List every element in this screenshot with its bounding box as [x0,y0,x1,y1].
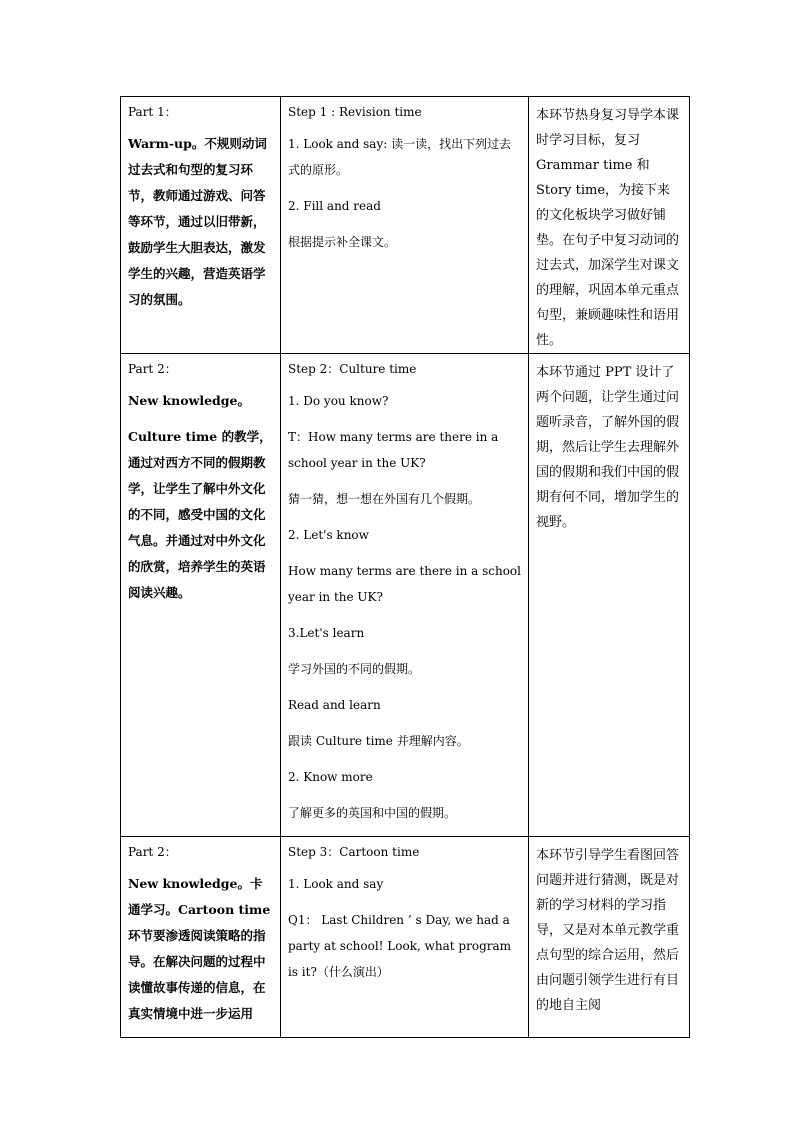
steps-cell [281,354,529,837]
step-line: 2. Fill and read [288,199,381,213]
step-line: 3.Let's learn [288,626,365,640]
note-cell [529,837,690,1038]
design-note: 本环节热身复习导学本课时学习目标，复习 Grammar time 和 Story time，为接下来的文化板块学习做好铺垫。在句子中复习动词的过去式，加深学生对课文的理解，巩固本单元重点句型，兼顾趣味性和语用性。 [536,108,680,348]
part-heading: New knowledge。 [128,876,250,891]
part-label: Part 2： [128,845,177,859]
part-cell [121,837,281,1038]
design-note: 本环节引导学生看图回答问题并进行猜测，既是对新的学习材料的学习指导，又是对本单元教学重点句型的综合运用，然后由问题引领学生进行有目的地自主阅 [536,848,680,1013]
part-description [128,424,274,606]
part-cell [121,97,281,354]
part-description-text: 卡通学习。Cartoon time 环节要渗透阅读策略的指导。在解决问题的过程中读懂故事传递的信息，在真实情境中进一步运用 [128,876,271,1021]
part-description-text: 不规则动词过去式和句型的复习环节，教师通过游戏、问答等环节，通过以旧带新，鼓励学生大胆表达，激发学生的兴趣，营造英语学习的氛围。 [128,136,267,307]
part-description-text: 的教学，通过对西方不同的假期教学，让学生了解中外文化的不同，感受中国的文化气息。并通过对中外文化的欣赏，培养学生的英语阅读兴趣。 [128,429,272,600]
steps-cell [281,97,529,354]
step-line: 2. Know more [288,770,373,784]
design-note: 本环节通过 PPT 设计了两个问题，让学生通过问题听录音，了解外国的假期，然后让学生去理解外国的假期和我们中国的假期有何不同，增加学生的视野。 [536,365,680,530]
step-line: How many terms are there in a school year in the UK? [288,564,521,604]
step-title: Step 3：Cartoon time [288,845,420,859]
step-line: 1. Do you know? [288,394,389,408]
part-heading: New knowledge。 [128,393,250,408]
table-row [121,97,690,354]
note-cell [529,97,690,354]
lesson-plan-table [120,96,690,1038]
table-row [121,837,690,1038]
step-line: 2. Let's know [288,528,369,542]
step-line: 1. Look and say [288,877,384,891]
step-title: Step 1 : Revision time [288,105,422,119]
step-line: 猜一猜，想一想在外国有几个假期。 [288,492,481,506]
part-heading: Warm-up。 [128,136,205,151]
part-description-term: Culture time [128,429,218,444]
part-description [128,131,274,313]
step-line: 根据提示补全课文。 [288,235,397,249]
step-line: 了解更多的英国和中国的假期。 [288,806,457,820]
step-title: Step 2：Culture time [288,362,417,376]
part-cell [121,354,281,837]
table-row [121,354,690,837]
part-label: Part 2： [128,362,177,376]
note-cell [529,354,690,837]
step-line: 跟读 Culture time 并理解内容。 [288,734,469,748]
part-description [128,871,274,1027]
step-line: 学习外国的不同的假期。 [288,662,421,676]
part-label: Part 1： [128,105,177,119]
step-line: T：How many terms are there in a school year in the UK? [288,430,499,470]
step-line: 1. Look and say: 读一读，找出下列过去式的原形。 [288,137,512,177]
steps-cell [281,837,529,1038]
step-line: Read and learn [288,698,381,712]
step-line: Q1： Last Children ’ s Day, we had a party at school! Look, what program is it?（什么演出） [288,913,512,979]
